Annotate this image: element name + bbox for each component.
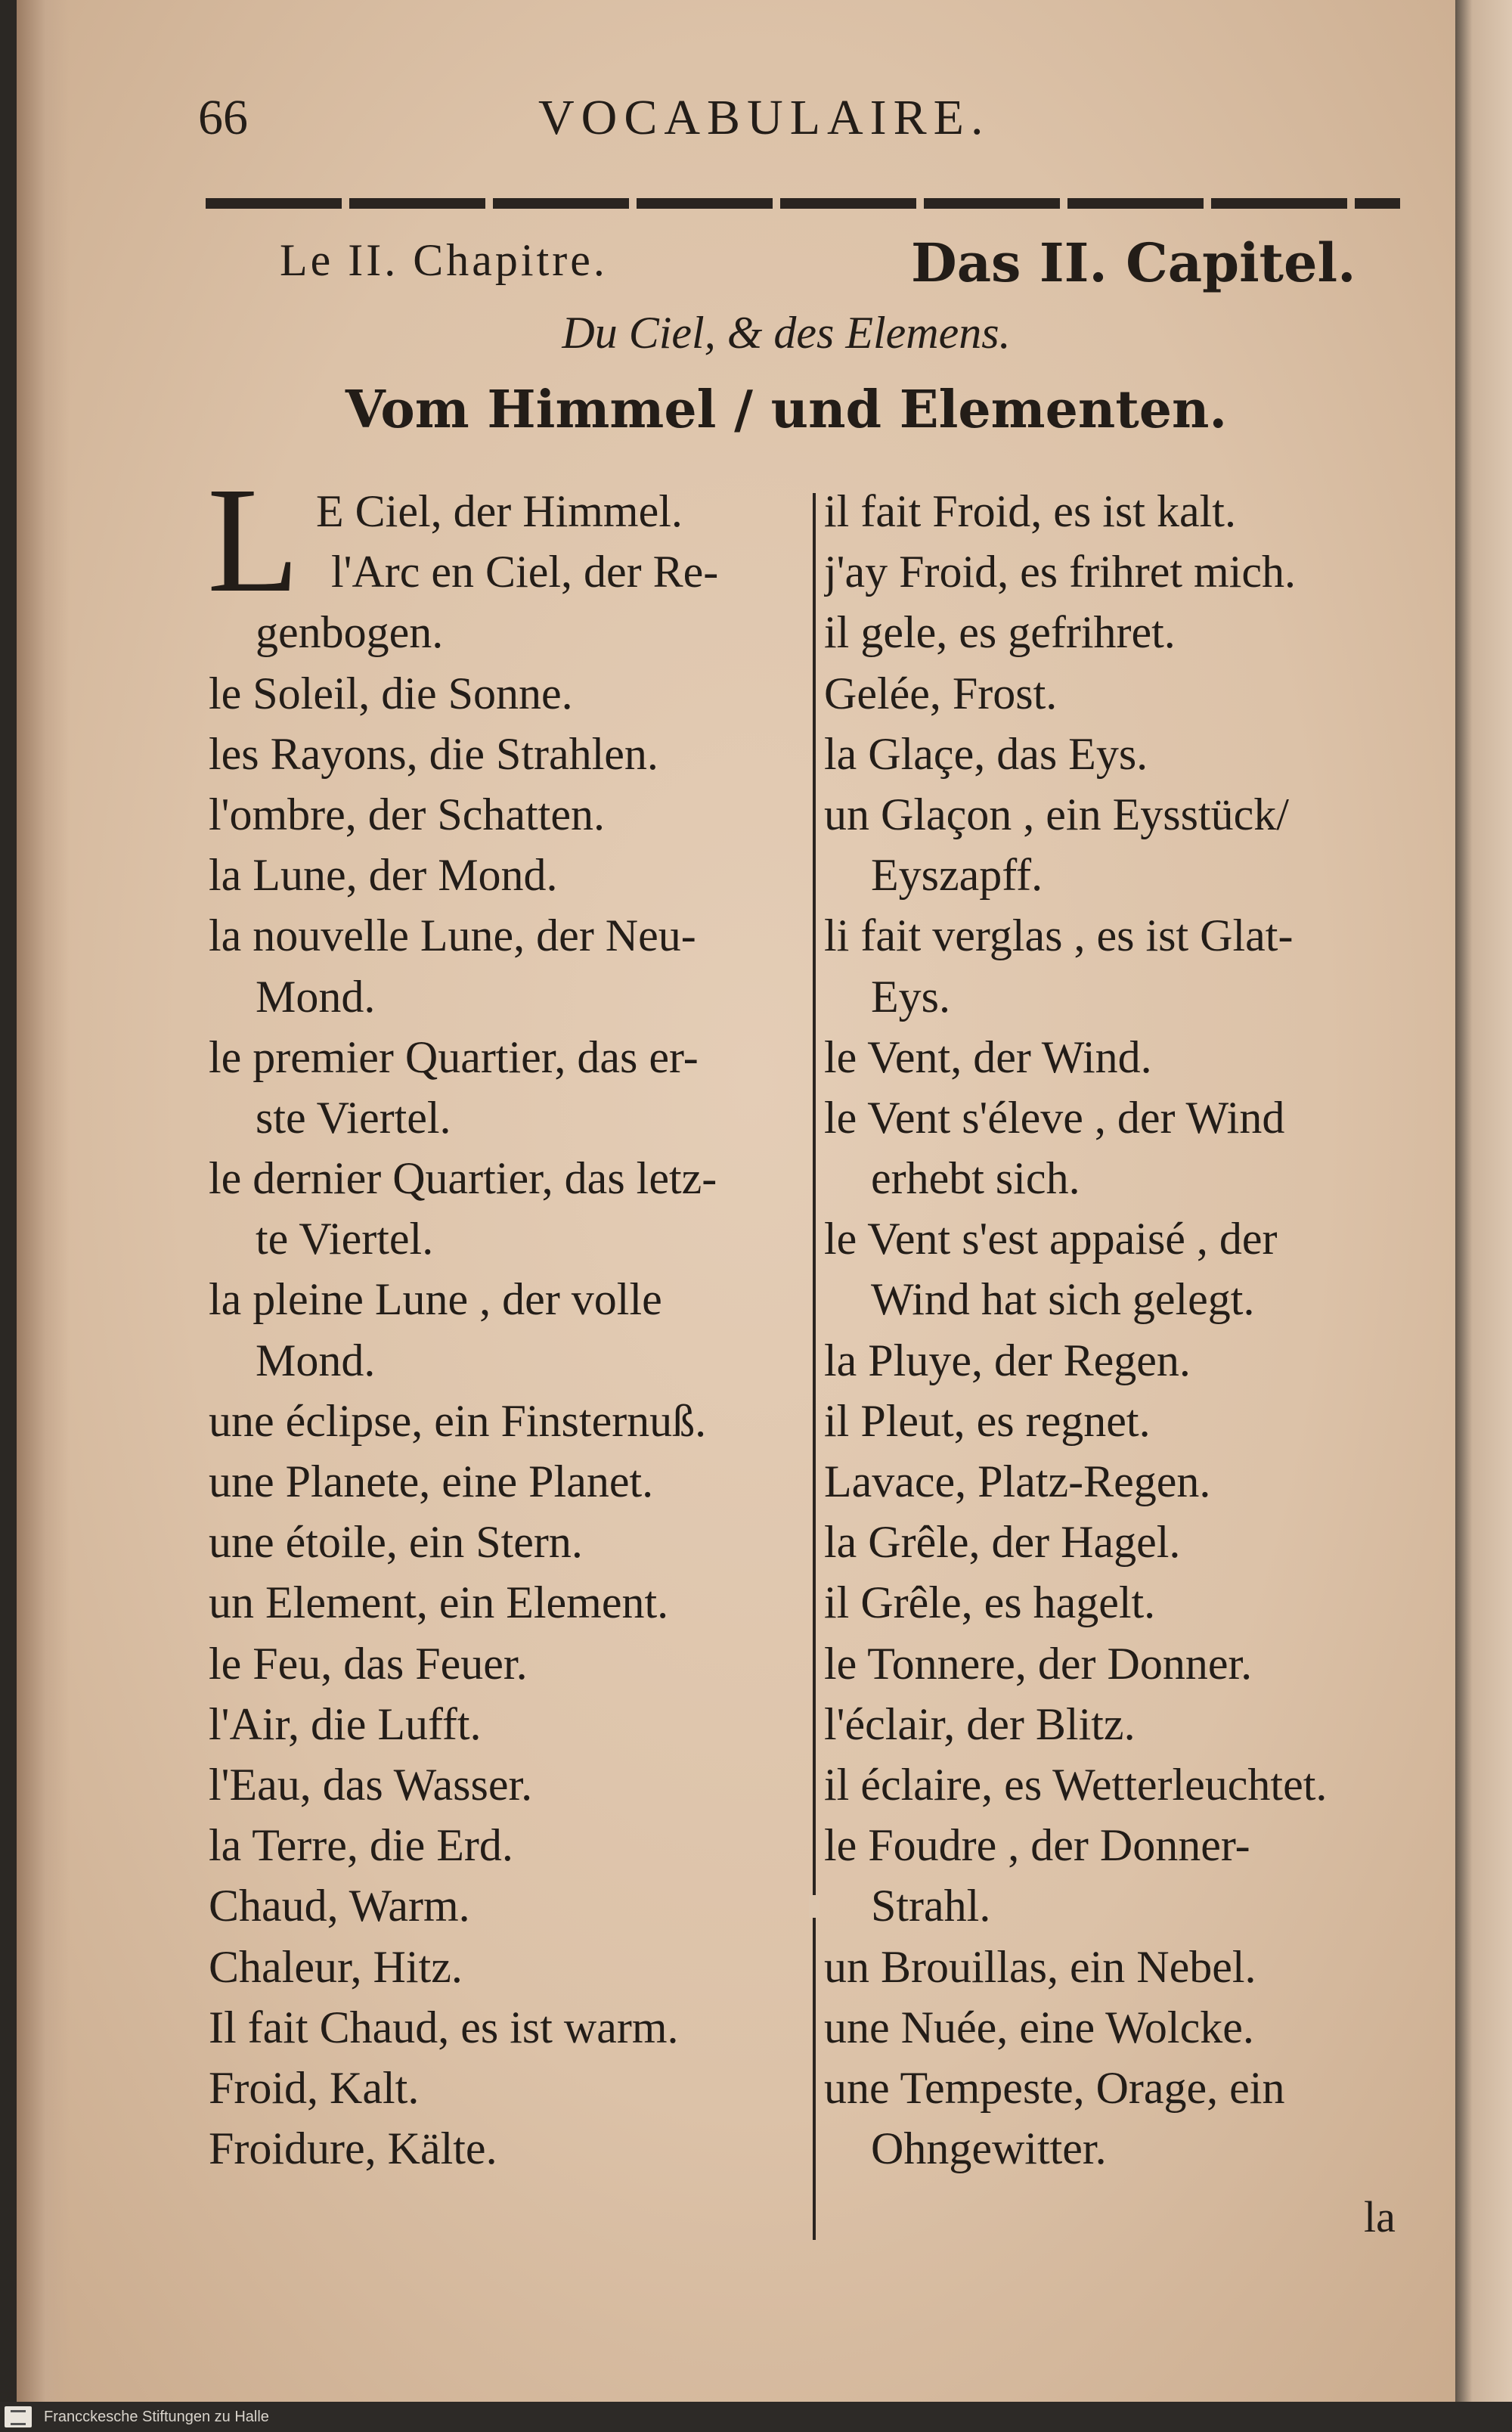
chapter-subtitle-german: Vom Himmel / und Elementen. — [345, 380, 1228, 440]
vocabulary-entry: un Glaçon , ein Eysstück/ — [824, 789, 1289, 839]
vocabulary-entry: une étoile, ein Stern. — [209, 1517, 583, 1568]
column-divider-gap — [809, 1895, 820, 1918]
vocabulary-entry: li fait verglas , es ist Glat- — [824, 910, 1294, 961]
adjacent-page-edge — [1455, 0, 1512, 2402]
vocabulary-entry: le Vent, der Wind. — [824, 1031, 1152, 1082]
vocabulary-entry: le Soleil, die Sonne. — [209, 668, 573, 718]
vocabulary-entry: l'ombre, der Schatten. — [209, 789, 605, 839]
vocabulary-entry: la Lune, der Mond. — [209, 850, 558, 901]
vocabulary-entry: l'Eau, das Wasser. — [209, 1759, 533, 1810]
vocabulary-entry: la Grêle, der Hagel. — [824, 1517, 1181, 1568]
vocabulary-entry: ste Viertel. — [256, 1092, 451, 1143]
vocabulary-entry: genbogen. — [256, 607, 444, 658]
page-number: 66 — [198, 90, 248, 145]
vocabulary-entry: te Viertel. — [256, 1214, 434, 1264]
vocabulary-entry: le dernier Quartier, das letz- — [209, 1153, 717, 1204]
vocabulary-entry: la nouvelle Lune, der Neu- — [209, 910, 696, 961]
vocabulary-entry: il éclaire, es Wetterleuchtet. — [824, 1759, 1328, 1810]
vocabulary-entry: il gele, es gefrihret. — [824, 607, 1176, 658]
vocabulary-entry: Eys. — [871, 971, 950, 1022]
vocabulary-entry: les Rayons, die Strahlen. — [209, 728, 658, 779]
page-gutter-shadow — [17, 0, 70, 2402]
catchword: la — [1364, 2192, 1396, 2241]
footer-credit: Francckesche Stiftungen zu Halle — [44, 2409, 269, 2425]
vocabulary-entry: la Pluye, der Regen. — [824, 1335, 1191, 1385]
vocabulary-entry: erhebt sich. — [871, 1153, 1080, 1204]
vocabulary-entry: un Element, ein Element. — [209, 1577, 669, 1628]
chapter-heading-french: Le II. Chapitre. — [280, 235, 608, 285]
vocabulary-entry: Wind hat sich gelegt. — [871, 1274, 1255, 1325]
vocabulary-entry: le Feu, das Feuer. — [209, 1638, 528, 1689]
column-divider — [813, 493, 816, 2240]
vocabulary-entry: une éclipse, ein Finsternuß. — [209, 1395, 707, 1446]
vocabulary-entry: la Terre, die Erd. — [209, 1820, 513, 1871]
chapter-subtitle-french: Du Ciel, & des Elemens. — [562, 308, 1011, 358]
header-rule — [206, 198, 1400, 209]
vocabulary-entry: le Vent s'éleve , der Wind — [824, 1092, 1285, 1143]
vocabulary-entry: le Vent s'est appaisé , der — [824, 1214, 1278, 1264]
vocabulary-entry: Mond. — [256, 971, 376, 1022]
vocabulary-entry: l'Air, die Lufft. — [209, 1698, 482, 1749]
vocabulary-entry: il Grêle, es hagelt. — [824, 1577, 1156, 1628]
vocabulary-entry: l'Arc en Ciel, der Re- — [331, 547, 719, 597]
vocabulary-entry: Froid, Kalt. — [209, 2062, 420, 2113]
vocabulary-column-left — [209, 481, 813, 2179]
vocabulary-entry: Il fait Chaud, es ist warm. — [209, 2002, 679, 2052]
vocabulary-entry: la pleine Lune , der volle — [209, 1274, 662, 1325]
vocabulary-entry: une Nuée, eine Wolcke. — [824, 2002, 1254, 2052]
vocabulary-entry: une Tempeste, Orage, ein — [824, 2062, 1285, 2113]
vocabulary-entry: un Brouillas, ein Nebel. — [824, 1941, 1256, 1992]
vocabulary-entry: Gelée, Frost. — [824, 668, 1058, 718]
vocabulary-entry: Ohngewitter. — [871, 2123, 1107, 2174]
vocabulary-entry: E Ciel, der Himmel. — [316, 486, 683, 536]
vocabulary-entry: Strahl. — [871, 1881, 991, 1931]
vocabulary-entry: Eyszapff. — [871, 850, 1043, 901]
archive-footer — [0, 2402, 1512, 2432]
vocabulary-entry: l'éclair, der Blitz. — [824, 1698, 1136, 1749]
page-header — [198, 89, 1377, 157]
running-title: VOCABULAIRE. — [538, 90, 990, 145]
vocabulary-entry: il Pleut, es regnet. — [824, 1395, 1151, 1446]
vocabulary-entry: Mond. — [256, 1335, 376, 1385]
vocabulary-entry: le premier Quartier, das er- — [209, 1031, 699, 1082]
institution-logo-icon — [5, 2406, 32, 2427]
vocabulary-entry: le Foudre , der Donner- — [824, 1820, 1250, 1871]
vocabulary-entry: j'ay Froid, es frihret mich. — [824, 547, 1296, 597]
vocabulary-entry: Lavace, Platz-Regen. — [824, 1456, 1211, 1506]
chapter-heading-german: Das II. Capitel. — [911, 231, 1356, 294]
vocabulary-entry: Chaud, Warm. — [209, 1881, 470, 1931]
drop-cap: L — [207, 457, 300, 624]
vocabulary-entry: il fait Froid, es ist kalt. — [824, 486, 1236, 536]
vocabulary-entry: Froidure, Kälte. — [209, 2123, 497, 2174]
vocabulary-entry: une Planete, eine Planet. — [209, 1456, 654, 1506]
vocabulary-column-right — [824, 481, 1421, 2179]
vocabulary-entry: Chaleur, Hitz. — [209, 1941, 463, 1992]
vocabulary-entry: le Tonnere, der Donner. — [824, 1638, 1253, 1689]
vocabulary-entry: la Glaçe, das Eys. — [824, 728, 1148, 779]
